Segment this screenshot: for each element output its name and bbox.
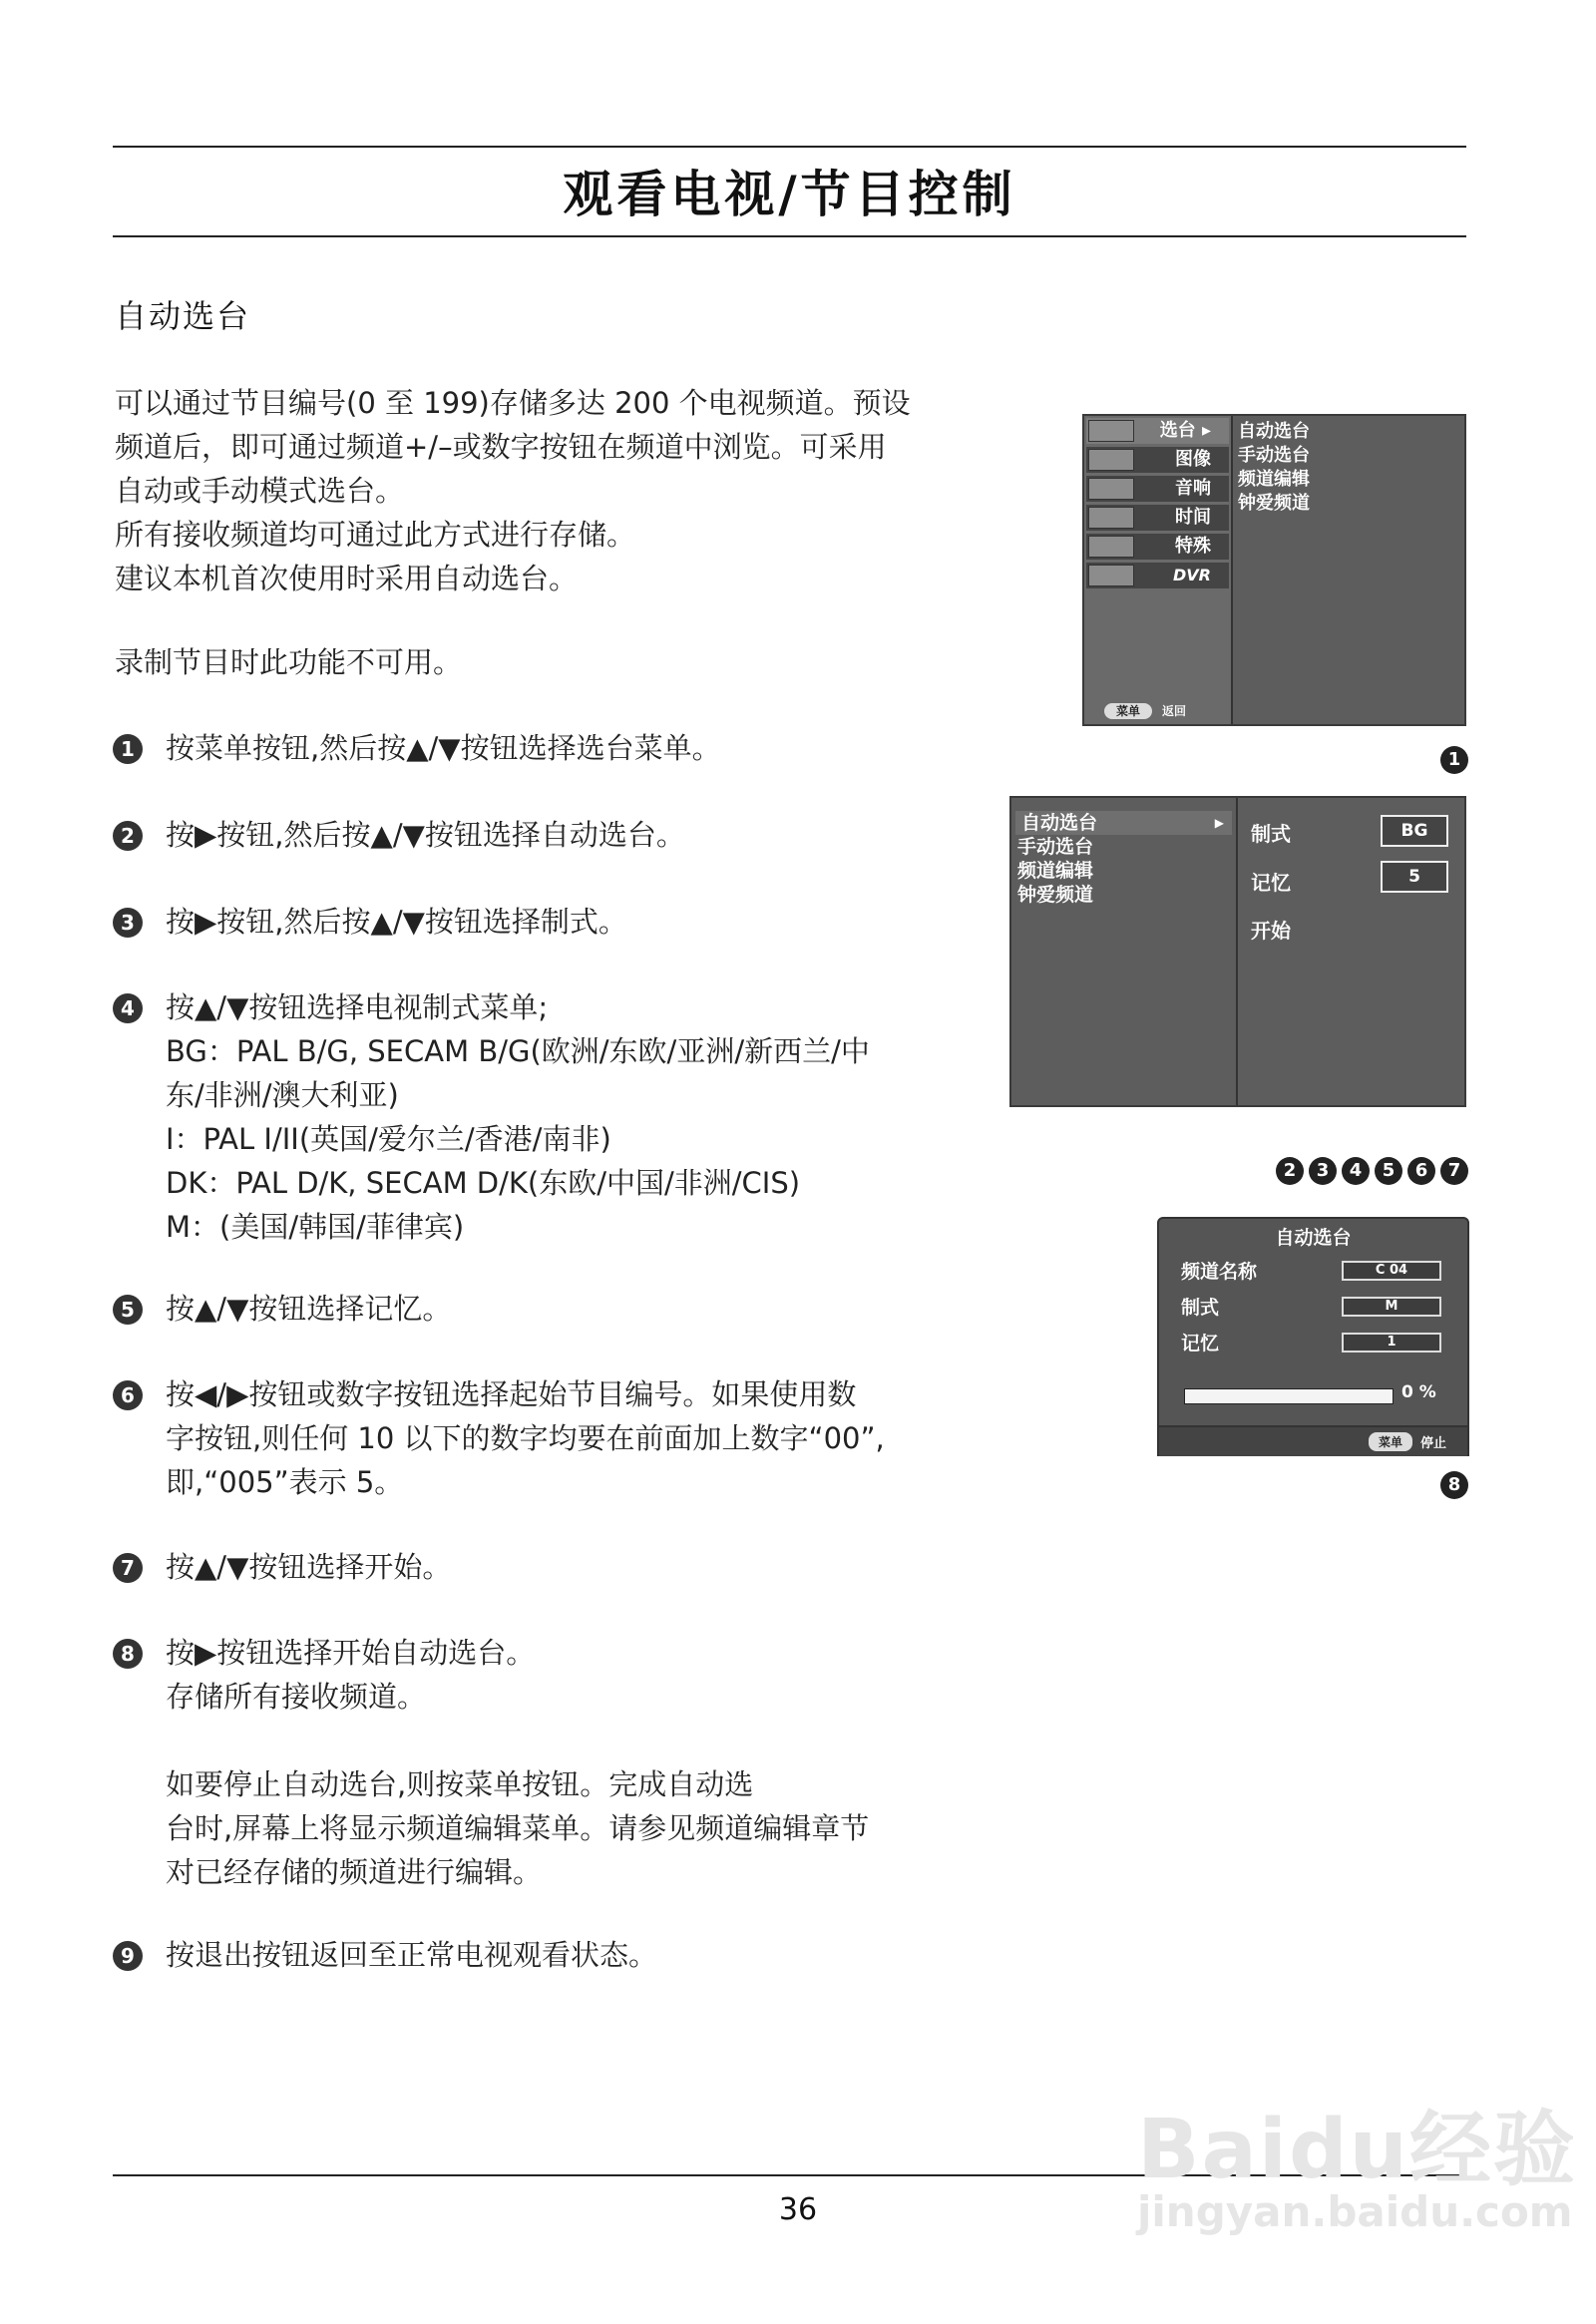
menu-item-label: 选台 (1159, 420, 1196, 441)
figure-2-caption (1197, 1157, 1468, 1185)
page-title: 观看电视/节目控制 (563, 166, 1016, 223)
step-9 (113, 1933, 971, 1977)
stop-label: 停止 (1420, 1436, 1447, 1451)
tuning-list-item-selected (1015, 811, 1232, 835)
menu-column (1084, 416, 1233, 724)
submenu-item: 频道编辑 (1238, 469, 1310, 490)
intro-line: 建议本机首次使用时采用自动选台。 (115, 562, 579, 595)
menu-item-tuning: 选台 ▸ (1086, 418, 1229, 444)
channel-name-label: 频道名称 (1181, 1261, 1258, 1283)
figure-badge: 7 (1440, 1157, 1468, 1185)
menu-thumbnail (1088, 536, 1134, 558)
menu-item-label: 图像 (1175, 449, 1211, 470)
step-line: 按菜单按钮,然后按▲/▼按钮选择选台菜单。 (166, 731, 721, 765)
menu-item-label: 特殊 (1175, 536, 1211, 557)
return-label: 返回 (1162, 704, 1187, 718)
step-number: 5 (113, 1295, 143, 1325)
system-value: M (1342, 1297, 1441, 1317)
step-line: 按◀/▶按钮或数字按钮选择起始节目编号。如果使用数 (166, 1377, 857, 1411)
figure-badge: 8 (1440, 1471, 1468, 1499)
section-heading: 自动选台 (115, 297, 251, 335)
dialog-title: 自动选台 (1275, 1227, 1352, 1249)
tuning-list (1011, 798, 1238, 1105)
tuning-list-item: 钟爱频道 (1017, 884, 1094, 906)
memory-label: 记忆 (1181, 1333, 1220, 1355)
step-number: 3 (113, 908, 143, 938)
step-3 (113, 900, 971, 944)
step-line: M：(美国/韩国/菲律宾) (166, 1210, 465, 1244)
menu-item-picture (1086, 447, 1229, 473)
dialog-footer (1159, 1425, 1467, 1456)
step-number: 4 (113, 993, 143, 1023)
figure-badge: 4 (1342, 1157, 1370, 1185)
intro-paragraph (115, 381, 973, 600)
top-rule (113, 146, 1466, 148)
system-value: BG (1381, 815, 1448, 847)
step-line: DK：PAL D/K, SECAM D/K(东欧/中国/非洲/CIS) (166, 1166, 801, 1200)
menu-item-label: 音响 (1175, 478, 1211, 499)
menu-key: 菜单 (1369, 1432, 1412, 1451)
menu-thumbnail (1088, 507, 1134, 529)
step-2 (113, 813, 971, 857)
arrow-right-icon: ▶ (1214, 816, 1224, 830)
figure-3-caption (1297, 1471, 1468, 1499)
submenu-list (1238, 420, 1310, 516)
step-number: 6 (113, 1380, 143, 1410)
step-line: 按▲/▼按钮选择开始。 (166, 1550, 452, 1584)
intro-line: 自动或手动模式选台。 (115, 474, 405, 508)
intro-line: 可以通过节目编号(0 至 199)存储多达 200 个电视频道。预设 (115, 386, 911, 420)
submenu-item: 手动选台 (1238, 445, 1310, 466)
step-line: 按▲/▼按钮选择电视制式菜单; (166, 990, 549, 1024)
menu-thumbnail (1088, 565, 1134, 586)
start-label: 开始 (1251, 919, 1291, 943)
menu-return-hint (1104, 702, 1186, 719)
figure-badge: 3 (1309, 1157, 1337, 1185)
step-line: 台时,屏幕上将显示频道编辑菜单。请参见频道编辑章节 (166, 1811, 870, 1845)
figure-badge: 2 (1276, 1157, 1304, 1185)
tv-main-menu-screenshot (1082, 414, 1466, 726)
watermark-url: jingyan.baidu.com (1137, 2187, 1573, 2236)
menu-thumbnail (1088, 449, 1134, 471)
step-line (166, 1719, 971, 1762)
step-line: 东/非洲/澳大利亚) (166, 1078, 399, 1112)
menu-thumbnail (1088, 420, 1134, 442)
menu-item-dvr (1086, 563, 1229, 588)
channel-name-value: C 04 (1342, 1261, 1441, 1281)
memory-value: 1 (1342, 1333, 1441, 1353)
step-line: 存储所有接收频道。 (166, 1680, 427, 1714)
step-number: 1 (113, 734, 143, 764)
step-number: 7 (113, 1553, 143, 1583)
auto-tuning-progress-screenshot (1157, 1217, 1469, 1456)
menu-item-special (1086, 534, 1229, 560)
figure-badge: 6 (1407, 1157, 1435, 1185)
progress-bar (1184, 1388, 1394, 1404)
step-line: 按▶按钮,然后按▲/▼按钮选择自动选台。 (166, 818, 685, 852)
step-number: 2 (113, 821, 143, 851)
title-rule (113, 235, 1466, 237)
menu-key: 菜单 (1104, 703, 1152, 719)
list-item-label: 自动选台 (1021, 812, 1098, 834)
step-line: 如要停止自动选台,则按菜单按钮。完成自动选 (166, 1767, 754, 1801)
system-label: 制式 (1251, 822, 1291, 846)
memory-value: 5 (1381, 861, 1448, 893)
step-7 (113, 1545, 971, 1589)
step-line: BG：PAL B/G, SECAM B/G(欧洲/东欧/亚洲/新西兰/中 (166, 1034, 870, 1068)
progress-percent: 0 % (1401, 1382, 1436, 1402)
tuning-list-item: 频道编辑 (1017, 860, 1094, 882)
menu-item-label: DVR (1173, 566, 1211, 584)
step-line: 按退出按钮返回至正常电视观看状态。 (166, 1938, 658, 1972)
figure-1-caption (1297, 746, 1468, 774)
step-line: 按▶按钮选择开始自动选台。 (166, 1636, 536, 1670)
step-line: 按▲/▼按钮选择记忆。 (166, 1292, 452, 1326)
intro-line: 频道后，即可通过频道+/–或数字按钮在频道中浏览。可采用 (115, 430, 887, 464)
tuning-list-item: 手动选台 (1017, 836, 1094, 858)
step-8 (113, 1631, 971, 1894)
step-5 (113, 1287, 971, 1331)
figure-badge: 5 (1375, 1157, 1402, 1185)
memory-label: 记忆 (1251, 871, 1291, 895)
submenu-item: 钟爱频道 (1238, 493, 1310, 514)
menu-item-label: 时间 (1175, 507, 1211, 528)
menu-item-sound (1086, 476, 1229, 502)
menu-item-time (1086, 505, 1229, 531)
step-6 (113, 1372, 971, 1504)
step-1 (113, 726, 971, 770)
step-line: 按▶按钮,然后按▲/▼按钮选择制式。 (166, 905, 627, 939)
step-number: 9 (113, 1941, 143, 1971)
step-line: 对已经存储的频道进行编辑。 (166, 1855, 543, 1889)
watermark-brand: Baidu经验 (1137, 2103, 1578, 2197)
figure-badge: 1 (1440, 746, 1468, 774)
step-4 (113, 985, 971, 1249)
step-number: 8 (113, 1639, 143, 1669)
page-number: 36 (778, 2192, 818, 2227)
note-text: 录制节目时此功能不可用。 (115, 645, 463, 679)
system-label: 制式 (1181, 1297, 1220, 1319)
submenu-item: 自动选台 (1238, 421, 1310, 442)
auto-tuning-menu-screenshot (1009, 796, 1466, 1107)
step-line: 字按钮,则任何 10 以下的数字均要在前面加上数字“00”, (166, 1421, 885, 1455)
menu-thumbnail (1088, 478, 1134, 500)
intro-line: 所有接收频道均可通过此方式进行存储。 (115, 518, 636, 552)
step-line: 即,“005”表示 5。 (166, 1465, 404, 1499)
step-line: I：PAL I/II(英国/爱尔兰/香港/南非) (166, 1122, 611, 1156)
